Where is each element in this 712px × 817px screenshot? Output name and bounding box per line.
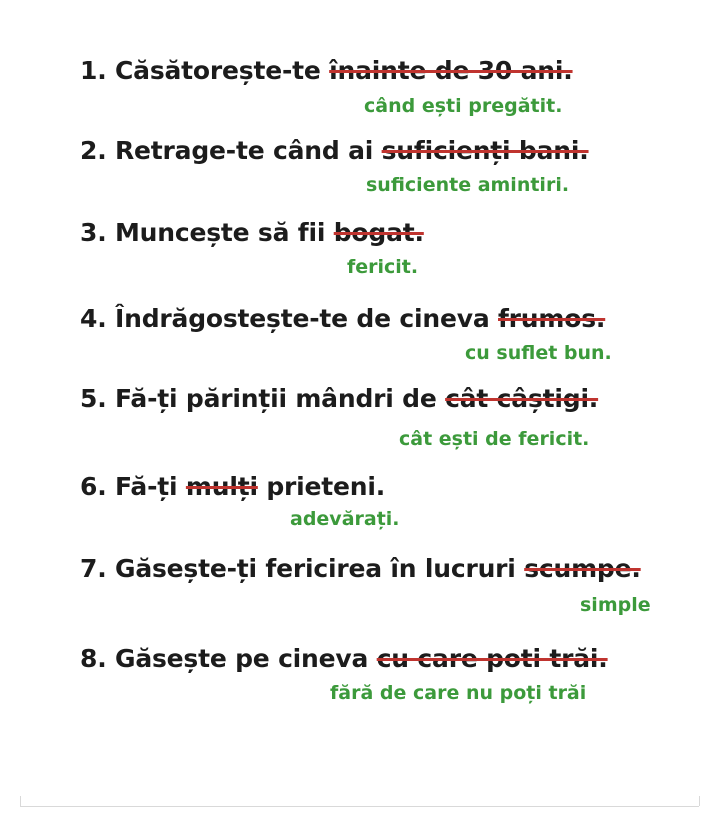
item-3-struck-text: bogat. [333, 218, 424, 247]
item-5-statement [80, 384, 598, 413]
item-8-text: 8. Găsește pe cineva [80, 644, 377, 673]
item-6-struck-text: mulți [185, 472, 258, 501]
frame-right-edge [699, 796, 700, 806]
item-4-correction: cu suflet bun. [465, 342, 612, 364]
item-6-text-after: prieteni. [257, 472, 386, 501]
item-7-text: 7. Găsește-ți fericirea în lucruri [80, 554, 525, 583]
item-2-statement [80, 136, 589, 165]
item-3-text: 3. Muncește să fii [80, 218, 334, 247]
item-5-text: 5. Fă-ți părinții mândri de [80, 384, 446, 413]
item-5-correction: cât ești de fericit. [399, 428, 590, 450]
item-1-correction: când ești pregătit. [364, 95, 563, 117]
item-5-struck-text: cât câștigi. [445, 384, 599, 413]
item-1-struck-text: înainte de 30 ani. [329, 56, 573, 85]
item-8-statement [80, 644, 608, 673]
item-7-statement [80, 554, 641, 583]
item-1-text: 1. Căsătorește-te [80, 56, 330, 85]
item-2-text: 2. Retrage-te când ai [80, 136, 382, 165]
item-4-struck-text: frumos. [498, 304, 606, 333]
item-3-correction: fericit. [347, 256, 419, 278]
item-6-correction: adevărați. [290, 508, 400, 530]
item-4-text: 4. Îndrăgostește-te de cineva [80, 304, 498, 333]
frame-bottom-edge [20, 806, 699, 807]
item-7-correction: simple [580, 594, 651, 616]
item-8-correction: fără de care nu poți trăi [330, 682, 587, 704]
item-6-text: 6. Fă-ți [80, 472, 186, 501]
item-8-struck-text: cu care poti trăi. [376, 644, 608, 673]
item-2-correction: suficiente amintiri. [366, 174, 570, 196]
item-4-statement [80, 304, 605, 333]
item-6-statement [80, 472, 385, 501]
item-7-struck-text: scumpe. [524, 554, 641, 583]
item-1-statement [80, 56, 573, 85]
item-2-struck-text: suficienți bani. [381, 136, 589, 165]
frame-left-edge [20, 796, 21, 806]
item-3-statement [80, 218, 424, 247]
